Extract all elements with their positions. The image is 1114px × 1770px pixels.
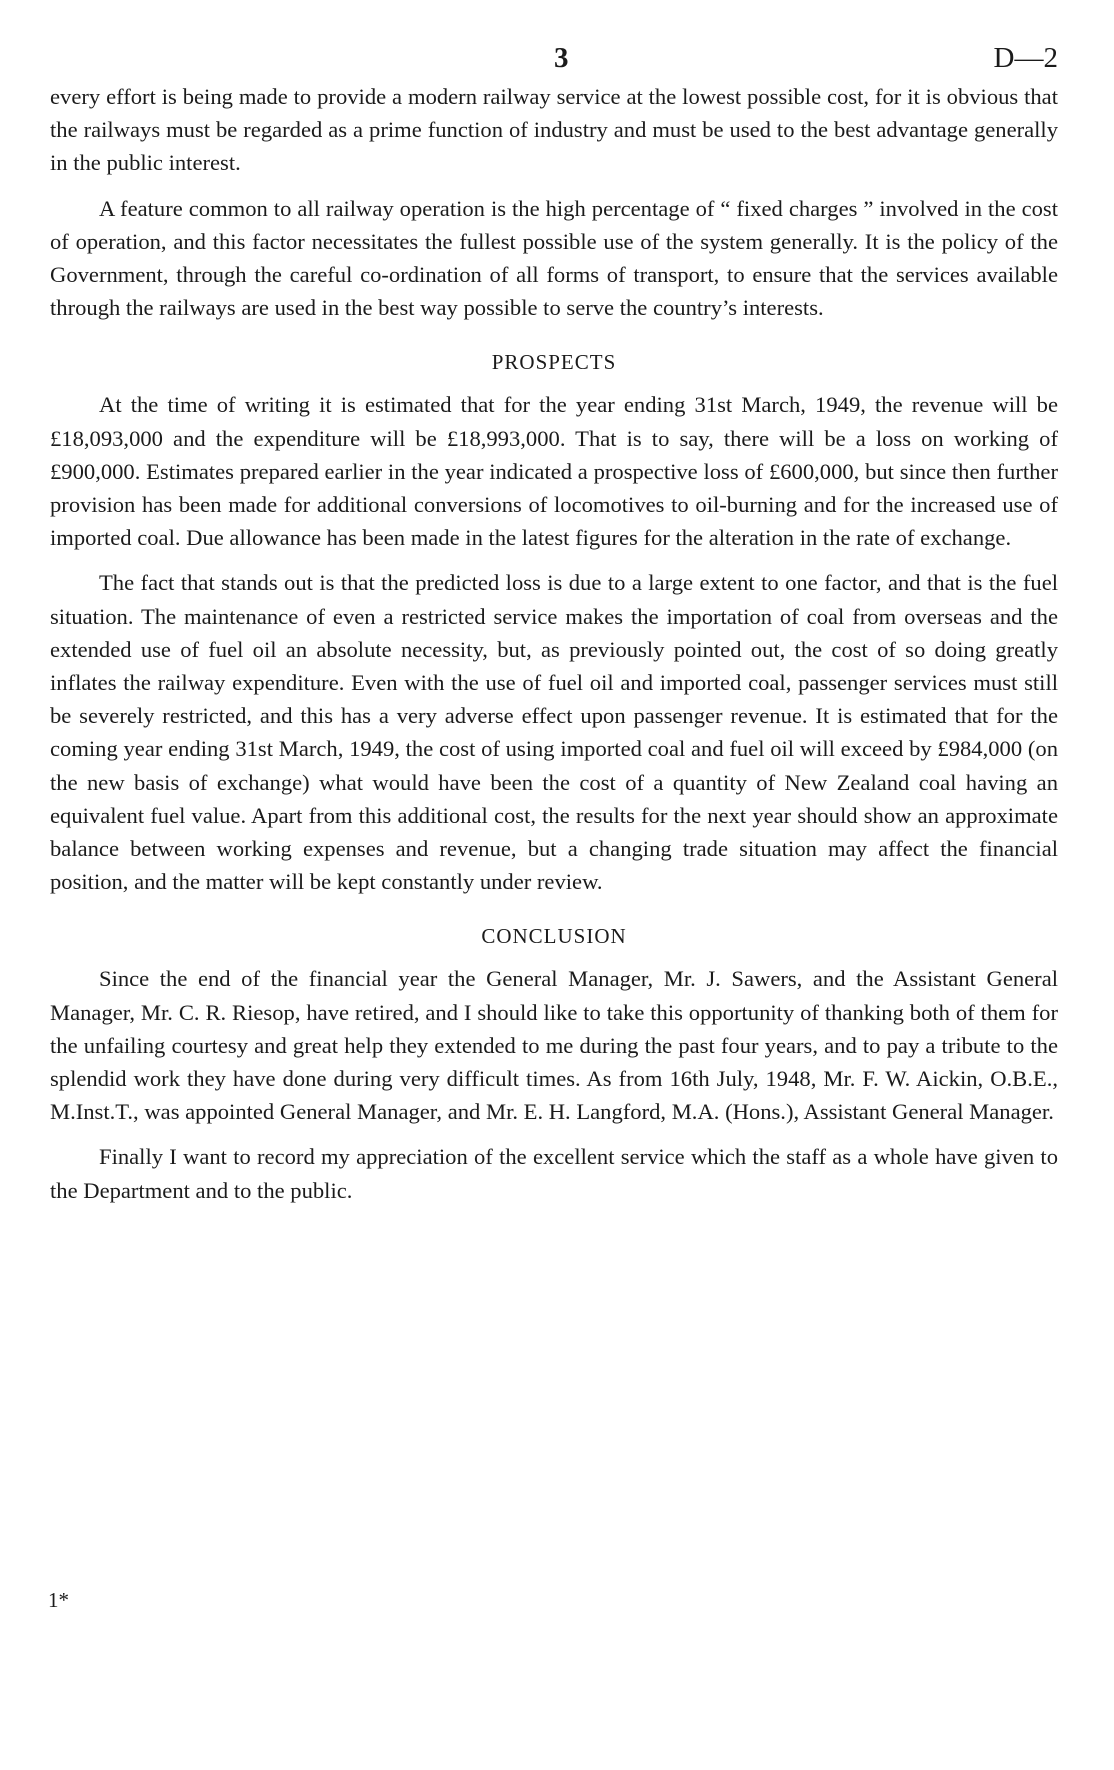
document-reference: D—2 (993, 42, 1058, 74)
paragraph-continuation: every effort is being made to provide a modern railway service at the lowest possible cost, for it is obvious that the railways must be regarded as a prime function of industry and must be used to the best advantage generally in the public interest. (50, 84, 1058, 176)
conclusion-paragraph-appreciation: Finally I want to record my appreciation of the excellent service which the staff as a whole have given to the Department and to the public. (50, 1144, 1058, 1203)
conclusion-paragraph-retirements: Since the end of the financial year the General Manager, Mr. J. Sawers, and the Assistant General Manager, Mr. C. R. Riesop, have retired, and I should like to take this opportunity of thanking both of them for the unfailing courtesy and great help they extended to me during the past four years, and to pay a tribute to the splendid work they have done during very difficult times. As from 16th July, 1948, Mr. F. W. Aickin, O.B.E., M.Inst.T., was appointed General Manager, and Mr. E. H. Langford, M.A. (Hons.), Assistant General Manager. (50, 966, 1058, 1125)
prospects-paragraph-fuel: The fact that stands out is that the predicted loss is due to a large extent to one factor, and that is the fuel situation. The maintenance of even a restricted service makes the importation of coal from overseas and the extended use of fuel oil an absolute necessity, but, as previously pointed out, the cost of so doing greatly inflates the railway expenditure. Even with the use of fuel oil and imported coal, passenger services must still be severely restricted, and this has a very adverse effect upon passenger revenue. It is estimated that for the coming year ending 31st March, 1949, the cost of using imported coal and fuel oil will exceed by £984,000 (on the new basis of exchange) what would have been the cost of a quantity of New Zealand coal having an equivalent fuel value. Apart from this additional cost, the results for the next year should show an approximate balance between working expenses and revenue, but a changing trade situation may affect the financial position, and the matter will be kept constantly under review. (50, 570, 1058, 895)
footer-signature-mark: 1* (48, 1588, 69, 1612)
prospects-heading: PROSPECTS (491, 350, 617, 375)
page-header (50, 30, 1058, 80)
document-page (50, 30, 1058, 1219)
page-number: 3 (554, 42, 569, 74)
conclusion-heading: CONCLUSION (481, 924, 627, 949)
paragraph-fixed-charges: A feature common to all railway operation is the high percentage of “ fixed charges ” involved in the cost of operation, and this factor necessitates the fullest possible use of the system generally. It is the policy of the Government, through the careful co-ordination of all forms of transport, to ensure that the services available through the railways are used in the best way possible to serve the country’s interests. (50, 195, 1058, 321)
prospects-paragraph-estimates: At the time of writing it is estimated that for the year ending 31st March, 1949, the revenue will be £18,093,000 and the expenditure will be £18,993,000. That is to say, there will be a loss on working of £900,000. Estimates prepared earlier in the year indicated a prospective loss of £600,000, but since then further provision has been made for additional conversions of locomotives to oil-burning and for the increased use of imported coal. Due allowance has been made in the latest figures for the alteration in the rate of exchange. (50, 392, 1058, 551)
